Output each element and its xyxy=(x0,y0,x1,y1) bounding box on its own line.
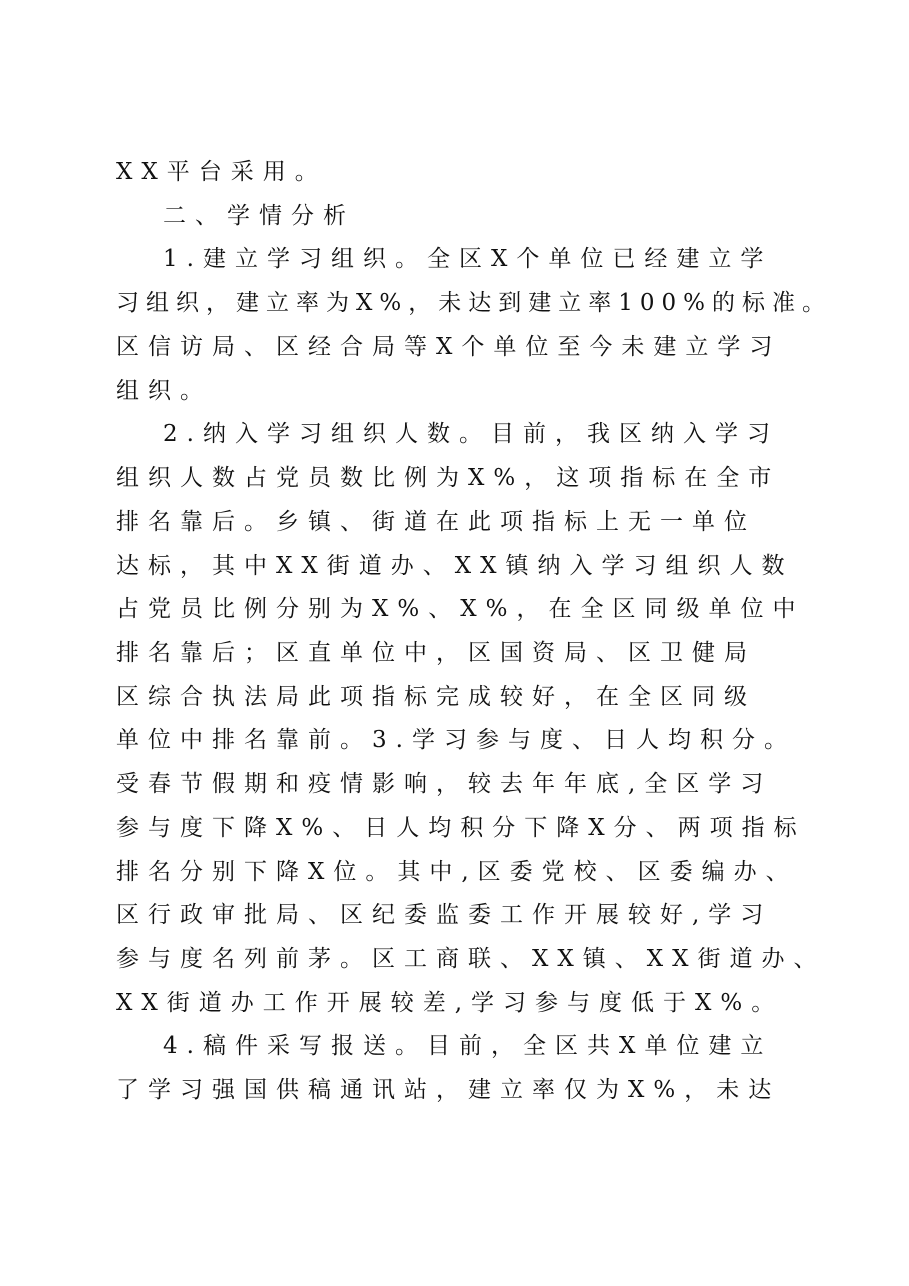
text-line: 排名分别下降X位。其中,区委党校、区委编办、 xyxy=(116,859,798,885)
text-line: 习组织，建立率为X%，未达到建立率100%的标准。 xyxy=(116,290,832,316)
text-line: 4.稿件采写报送。目前，全区共X单位建立 xyxy=(163,1033,773,1059)
text-line: 占党员比例分别为X%、X%，在全区同级单位中 xyxy=(116,596,805,622)
text-line: 1.建立学习组织。全区X个单位已经建立学 xyxy=(163,246,773,272)
text-line: XX街道办工作开展较差,学习参与度低于X%。 xyxy=(116,990,784,1016)
text-line: 2.纳入学习组织人数。目前，我区纳入学习 xyxy=(163,421,779,447)
text-line: 组织人数占党员数比例为X%，这项指标在全市 xyxy=(116,465,781,491)
text-line: 组织。 xyxy=(116,378,212,404)
text-line: 区信访局、区经合局等X个单位至今未建立学习 xyxy=(116,334,782,360)
text-line: 受春节假期和疫情影响，较去年年底,全区学习 xyxy=(116,771,773,797)
text-line: XX平台采用。 xyxy=(116,159,327,185)
text-line: 参与度下降X%、日人均积分下降X分、两项指标 xyxy=(116,815,806,841)
text-line: 排名靠后；区直单位中，区国资局、区卫健局 xyxy=(116,640,756,666)
text-line: 区行政审批局、区纪委监委工作开展较好,学习 xyxy=(116,902,773,928)
text-line: 了学习强国供稿通讯站，建立率仅为X%，未达 xyxy=(116,1077,781,1103)
text-line: 区综合执法局此项指标完成较好，在全区同级 xyxy=(116,684,756,710)
text-line: 排名靠后。乡镇、街道在此项指标上无一单位 xyxy=(116,509,756,535)
section-heading: 二、学情分析 xyxy=(163,203,355,229)
text-line: 达标，其中XX街道办、XX镇纳入学习组织人数 xyxy=(116,553,794,579)
text-line: 单位中排名靠前。3.学习参与度、日人均积分。 xyxy=(116,727,796,753)
text-line: 参与度名列前茅。区工商联、XX镇、XX街道办、 xyxy=(116,946,826,972)
